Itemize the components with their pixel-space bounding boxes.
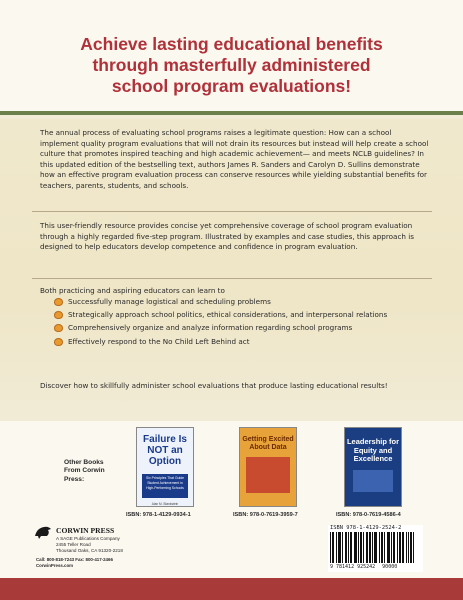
barcode-stripe bbox=[410, 532, 411, 563]
barcode-stripe bbox=[388, 532, 389, 563]
bullet-list bbox=[54, 297, 434, 350]
barcode-stripe bbox=[374, 532, 375, 563]
barcode-stripe bbox=[411, 532, 412, 563]
barcode-stripe bbox=[381, 532, 382, 563]
barcode-stripe bbox=[403, 532, 404, 563]
barcode-stripe bbox=[387, 532, 388, 563]
publisher-web: CorwinPress.com bbox=[36, 563, 74, 568]
barcode-stripe bbox=[360, 532, 361, 563]
barcode-stripe bbox=[406, 532, 407, 563]
barcode-price-code: 90000 bbox=[382, 564, 398, 570]
barcode-stripe bbox=[333, 532, 334, 563]
barcode-stripe bbox=[355, 532, 356, 563]
book-cover-leadership bbox=[344, 427, 402, 507]
apple-bullet-icon bbox=[54, 311, 63, 319]
barcode-stripe bbox=[375, 532, 376, 563]
barcode-stripe bbox=[413, 532, 414, 563]
apple-bullet-icon bbox=[54, 338, 63, 346]
raven-logo-icon bbox=[33, 524, 53, 540]
barcode-stripe bbox=[394, 532, 395, 563]
barcode-stripe bbox=[393, 532, 394, 563]
list-item bbox=[54, 310, 434, 321]
barcode-isbn bbox=[330, 525, 401, 531]
divider bbox=[32, 278, 432, 279]
barcode-stripe bbox=[370, 532, 371, 563]
barcode-stripe bbox=[338, 532, 339, 563]
divider bbox=[32, 211, 432, 212]
barcode-stripe bbox=[379, 532, 380, 563]
cover-art bbox=[246, 457, 290, 493]
footer-bar bbox=[0, 578, 463, 600]
book-subtitle: Six Principles That Guide Student Achievement in High-Performing Schools bbox=[142, 474, 188, 498]
barcode-stripe bbox=[350, 532, 351, 563]
barcode-stripe bbox=[389, 532, 390, 563]
list-item bbox=[54, 297, 434, 308]
barcode-stripe bbox=[397, 532, 398, 563]
barcode-bars bbox=[330, 532, 421, 563]
barcode-stripe bbox=[332, 532, 333, 563]
barcode-stripe bbox=[348, 532, 349, 563]
barcode-stripe bbox=[391, 532, 392, 563]
barcode-stripe bbox=[339, 532, 340, 563]
barcode-stripe bbox=[382, 532, 383, 563]
book-cover-failure bbox=[136, 427, 194, 507]
barcode-stripe bbox=[402, 532, 403, 563]
publisher-phone: Call: 800-818-7243 Fax: 800-417-2466 bbox=[36, 557, 113, 562]
book-title: Getting Excited About Data bbox=[242, 436, 294, 451]
barcode-stripe bbox=[384, 532, 385, 563]
publisher-contact bbox=[36, 557, 113, 569]
publisher-street: 2455 Teller Road bbox=[56, 542, 91, 547]
barcode-stripe bbox=[408, 532, 409, 563]
learn-intro: Both practicing and aspiring educators can learn to bbox=[40, 286, 225, 295]
barcode-number bbox=[330, 564, 397, 570]
other-books-label: Other Books From Corwin Press: bbox=[64, 459, 105, 483]
headline-line-3: school program evaluations! bbox=[111, 76, 352, 96]
book-isbn: ISBN: 978-0-7619-4586-4 bbox=[336, 512, 401, 518]
publisher-address bbox=[56, 536, 123, 554]
cover-art bbox=[353, 470, 393, 492]
list-item-text: Strategically approach school politics, ethical considerations, and interpersonal relations bbox=[68, 310, 388, 320]
barcode-stripe bbox=[356, 532, 357, 563]
apple-bullet-icon bbox=[54, 324, 63, 332]
barcode bbox=[328, 525, 423, 572]
barcode-stripe bbox=[354, 532, 355, 563]
barcode-isbn-text: ISBN 978-1-4129-2524-2 bbox=[330, 525, 402, 531]
headline-line-1: Achieve lasting educational benefits bbox=[80, 34, 383, 54]
barcode-stripe bbox=[361, 532, 362, 563]
barcode-stripe bbox=[366, 532, 367, 563]
publisher-name: CORWIN PRESS bbox=[56, 526, 115, 535]
headline bbox=[20, 34, 443, 97]
book-title: Failure Is NOT an Option bbox=[143, 434, 187, 467]
barcode-stripe bbox=[330, 532, 331, 563]
barcode-stripe bbox=[336, 532, 337, 563]
headline-line-2: through masterfully administered bbox=[92, 55, 371, 75]
publisher-city: Thousand Oaks, CA 91320-2218 bbox=[56, 548, 123, 553]
list-item bbox=[54, 337, 434, 348]
barcode-stripe bbox=[372, 532, 373, 563]
intro-paragraph: The annual process of evaluating school programs raises a legitimate question: How can a school implement quality program evaluations that will not drain its resources but instead will help create a school culture that promotes inspired teaching and high academic achievement— and meets NCLB guidelines? In this updated edition of the bestselling text, authors James R. Sanders and Carolyn D. Sullins demonstrate how an effective program evaluation process can conserve resources while yielding substantial benefits for teachers, parents, students, and schools. bbox=[40, 128, 429, 190]
barcode-stripe bbox=[399, 532, 400, 563]
overview-paragraph: This user-friendly resource provides concise yet comprehensive coverage of school program evaluation through a highly regarded five-step program. Illustrated by examples and case studies, this approach is designed to help educators develop competence and confidence in program evaluation. bbox=[40, 221, 414, 252]
list-item-text: Comprehensively organize and analyze information regarding school programs bbox=[68, 323, 353, 333]
book-isbn: ISBN: 978-1-4129-0934-1 bbox=[126, 512, 191, 518]
book-author: Alan M. Blankstein bbox=[151, 502, 179, 506]
barcode-stripe bbox=[346, 532, 347, 563]
barcode-stripe bbox=[369, 532, 370, 563]
apple-bullet-icon bbox=[54, 298, 63, 306]
book-isbn: ISBN: 978-0-7619-3959-7 bbox=[233, 512, 298, 518]
list-item-text: Successfully manage logistical and scheduling problems bbox=[68, 297, 271, 306]
closing-paragraph: Discover how to skillfully administer school evaluations that produce lasting educational results! bbox=[40, 381, 388, 390]
book-cover-data bbox=[239, 427, 297, 507]
barcode-stripe bbox=[363, 532, 364, 563]
barcode-stripe bbox=[351, 532, 352, 563]
list-item-text: Effectively respond to the No Child Left Behind act bbox=[68, 336, 250, 346]
barcode-stripe bbox=[340, 532, 341, 563]
barcode-stripe bbox=[358, 532, 359, 563]
barcode-stripe bbox=[400, 532, 401, 563]
barcode-stripe bbox=[342, 532, 343, 563]
barcode-number-text: 9 781412 925242 bbox=[330, 564, 376, 570]
list-item bbox=[54, 323, 434, 334]
publisher-company: A SAGE Publications Company bbox=[56, 536, 120, 541]
book-title: Leadership for Equity and Excellence bbox=[346, 437, 400, 463]
barcode-stripe bbox=[345, 532, 346, 563]
barcode-stripe bbox=[376, 532, 377, 563]
barcode-stripe bbox=[367, 532, 368, 563]
